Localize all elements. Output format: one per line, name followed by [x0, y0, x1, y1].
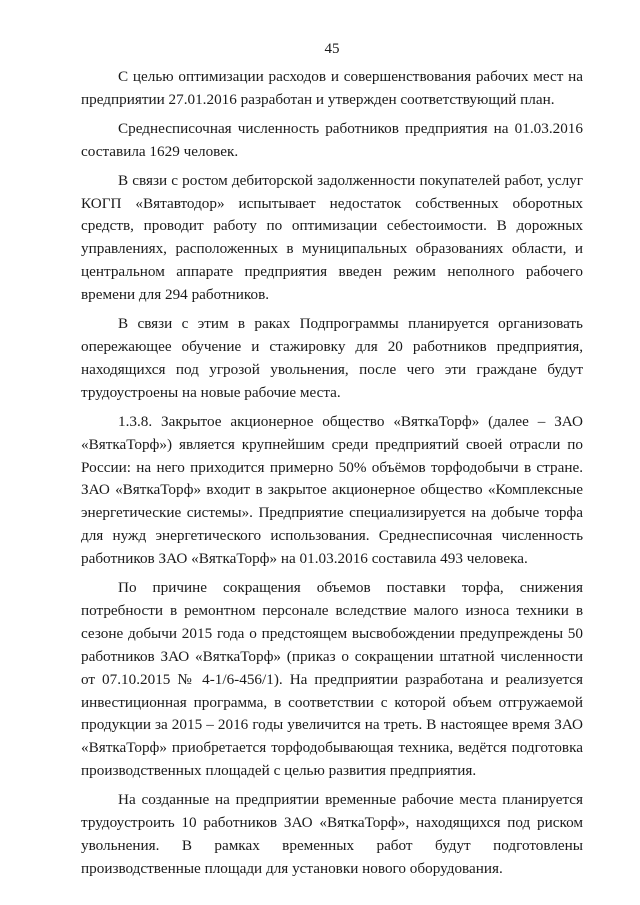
paragraph-vyatkatorf-overview: 1.3.8. Закрытое акционерное общество «ВяткаТорф» (далее – ЗАО «ВяткаТорф») является крупнейшим среди предприятий своей отрасли по России: на него приходится примерно 50% объёмов торфодобычи в стране. ЗАО «ВяткаТорф» входит в закрытое акционерное общество «Комплексные энергетические системы». Предприятие специализируется на добыче торфа для нужд энергетического использования. Среднесписочная численность работников ЗАО «ВяткаТорф» на 01.03.2016 составила 493 человека. — [81, 412, 583, 568]
paragraph-optimization-plan: С целью оптимизации расходов и совершенствования рабочих мест на предприятии 27.01.2016 разработан и утвержден соответствующий план. — [81, 68, 583, 108]
paragraph-training: В связи с этим в раках Подпрограммы планируется организовать опережающее обучение и стажировку для 20 работников предприятия, находящихся под угрозой увольнения, после чего эти граждане будут трудоустроены на новые рабочие места. — [81, 315, 583, 401]
paragraph-headcount: Среднесписочная численность работников предприятия на 01.03.2016 составила 1629 человек. — [81, 119, 583, 160]
paragraph-vyatavtodor: В связи с ростом дебиторской задолженности покупателей работ, услуг КОГП «Вятавтодор» испытывает недостаток собственных оборотных средств, проводит работу по оптимизации себестоимости. В дорожных управлениях, расположенных в муниципальных образованиях области, и центральном аппарате предприятия введен режим неполного рабочего времени для 294 работников. — [81, 171, 583, 304]
paragraph-temporary-jobs: На созданные на предприятии временные рабочие места планируется трудоустроить 10 работников ЗАО «ВяткаТорф», находящихся под риском увольнения. В рамках временных работ будут подготовлены производственные площади для установки нового оборудования. — [81, 791, 583, 877]
paragraph-vyatkatorf-reduction: По причине сокращения объемов поставки торфа, снижения потребности в ремонтном персонале вследствие малого износа техники в сезоне добычи 2015 года о предстоящем высвобождении предупреждены 50 работников ЗАО «ВяткаТорф» (приказ о сокращении штатной численности от 07.10.2015 № 4-1/6-456/1). На предприятии разработана и реализуется инвестиционная программа, в соответствии с которой объем отгружаемой продукции за 2015 – 2016 годы увеличится на треть. В настоящее время ЗАО «ВяткаТорф» приобретается торфодобывающая техника, ведётся подготовка производственных площадей с целью развития предприятия. — [81, 579, 583, 780]
document-body — [81, 66, 583, 887]
document-page — [81, 0, 583, 905]
page-number: 45 — [324, 41, 340, 57]
